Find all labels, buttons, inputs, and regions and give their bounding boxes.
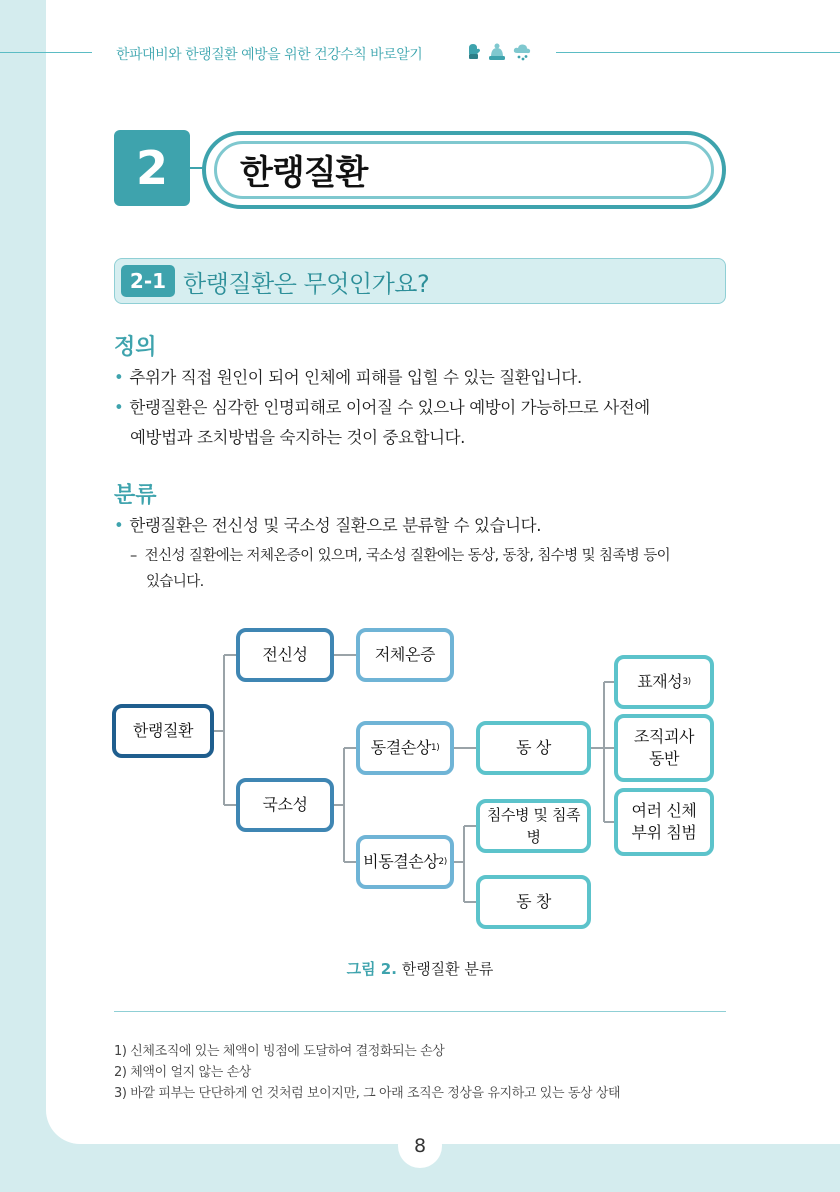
dash-marker: – [130,548,145,564]
footnote-1: 1) 신체조직에 있는 체액이 빙점에 도달하여 결정화되는 손상 [114,1044,445,1059]
node-cold-illness: 한랭질환 [112,704,214,758]
section-number: 2-1 [121,265,175,297]
node-freezing-label: 동결손상 [370,738,431,757]
section-title: 한랭질환은 무엇인가요? [183,270,430,298]
node-superficial-label: 표재성 [637,672,683,691]
figure-caption-text: 한랭질환 분류 [401,960,494,978]
node-hypothermia: 저체온증 [356,628,454,682]
definition-item-2-text: 한랭질환은 심각한 인명피해로 이어질 수 있으나 예방이 가능하므로 사전에 [129,398,650,417]
definition-heading: 정의 [114,335,157,360]
node-tissue-necrosis [614,714,714,782]
footnote-2: 2) 체액이 얼지 않는 손상 [114,1065,251,1080]
classification-sub-item-text: 전신성 질환에는 저체온증이 있으며, 국소성 질환에는 동상, 동창, 침수병 및 침족병 등이 [144,548,671,564]
figure-caption-label: 그림 2. [346,960,397,978]
node-frostbite: 동 상 [476,721,591,775]
chapter-title: 한랭질환 [240,153,368,193]
footnote-3: 3) 바깥 피부는 단단하게 언 것처럼 보이지만, 그 아래 조직은 정상을 유지하고 있는 동상 상태 [114,1086,621,1101]
node-tissue-necrosis-line-1: 조직괴사 [633,727,695,746]
node-systemic: 전신성 [236,628,334,682]
definition-item-1-text: 추위가 직접 원인이 되어 인체에 피해를 입힐 수 있는 질환입니다. [129,368,582,387]
node-local: 국소성 [236,778,334,832]
bullet-dot: • [114,368,124,387]
node-freezing-injury: 동결손상 1) [356,721,454,775]
node-multiple-sites [614,788,714,856]
node-multiple-sites-line-1: 여러 신체 [631,801,697,820]
chapter-number: 2 [114,130,190,206]
bullet-dot: • [114,398,124,417]
node-multiple-sites-line-2: 부위 침범 [631,823,697,842]
definition-item-2-continued: 예방법과 조치방법을 숙지하는 것이 중요합니다. [130,428,466,447]
node-tissue-necrosis-line-2: 동반 [648,749,680,768]
node-nonfreezing-label: 비동결손상 [363,852,439,871]
classification-item-1-text: 한랭질환은 전신성 및 국소성 질환으로 분류할 수 있습니다. [129,516,542,535]
classification-heading: 분류 [114,483,157,508]
node-chilblain: 동 창 [476,875,591,929]
bullet-dot: • [114,516,124,535]
figure-caption [0,958,840,979]
page-number: 8 [398,1124,442,1168]
footnote-rule [114,1011,726,1012]
running-header-title: 한파대비와 한랭질환 예방을 위한 건강수칙 바로알기 [116,47,423,63]
node-superficial: 표재성 3) [614,655,714,709]
node-trench-foot: 침수병 및 침족병 [476,799,591,853]
node-nonfreezing-injury: 비동결손상 2) [356,835,454,889]
classification-sub-item-continued: 있습니다. [146,574,204,590]
